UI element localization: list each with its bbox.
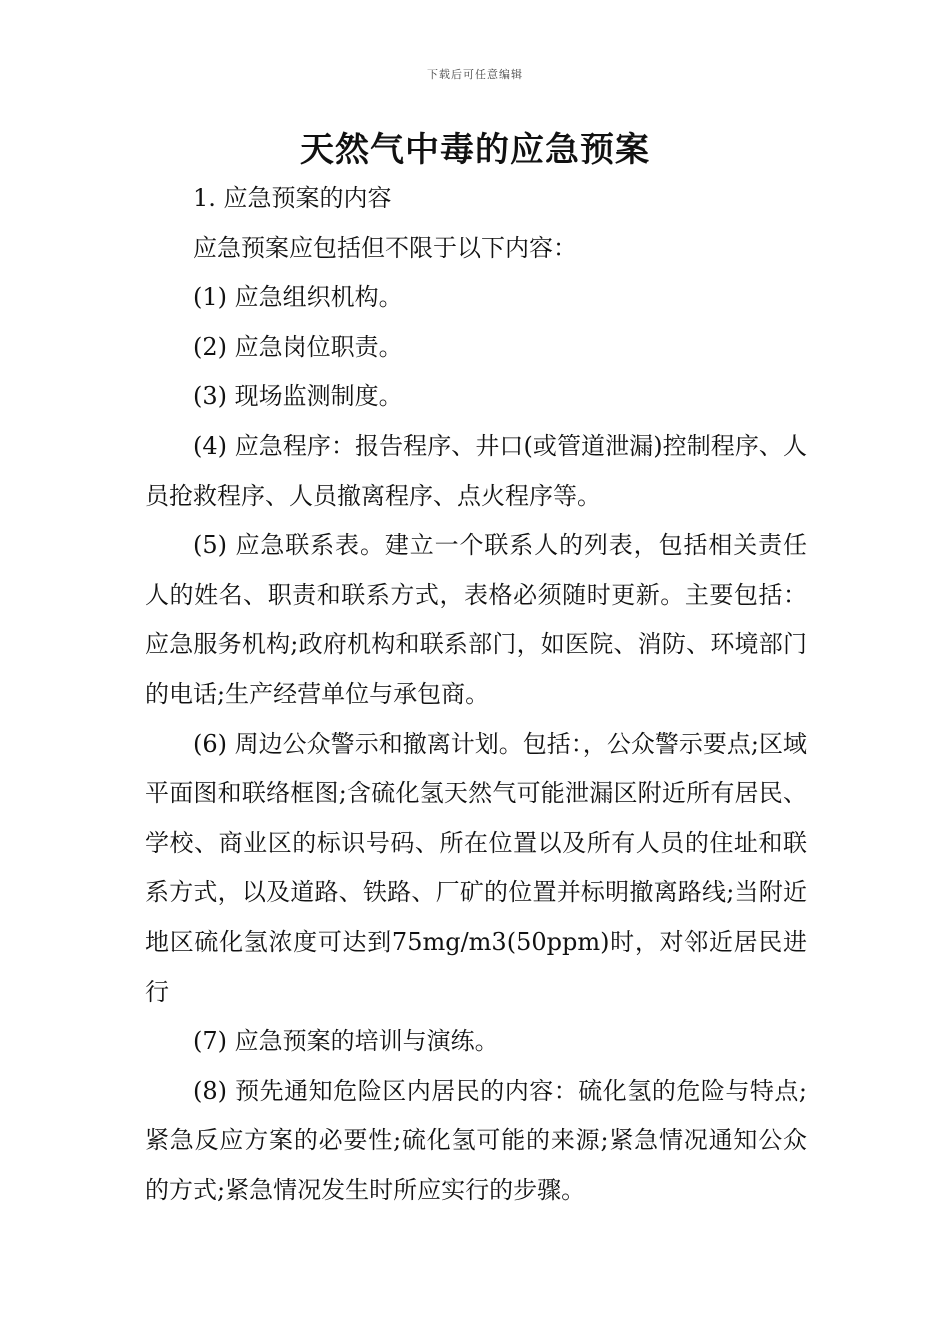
list-item-2: (2) 应急岗位职责。 xyxy=(193,332,403,361)
intro-paragraph: 应急预案应包括但不限于以下内容： xyxy=(193,233,577,262)
header-note: 下载后可任意编辑 xyxy=(427,68,523,81)
list-item-1: (1) 应急组织机构。 xyxy=(193,283,403,312)
list-item-5: (5) 应急联系表。建立一个联系人的列表，包括相关责任人的姓名、职责和联系方式，表格必须随时更新。主要包括：应急服务机构;政府机构和联系部门，如医院、消防、环境部门的电话;生产经营单位与承包商。 xyxy=(145,531,807,708)
document-title: 天然气中毒的应急预案 xyxy=(300,130,650,170)
list-item-4: (4) 应急程序：报告程序、井口(或管道泄漏)控制程序、人员抢救程序、人员撤离程序、点火程序等。 xyxy=(145,431,807,510)
list-item-3: (3) 现场监测制度。 xyxy=(193,382,403,411)
document-body xyxy=(145,174,807,1215)
list-item-7: (7) 应急预案的培训与演练。 xyxy=(193,1027,499,1056)
list-item-6: (6) 周边公众警示和撤离计划。包括：，公众警示要点;区域平面图和联络框图;含硫化氢天然气可能泄漏区附近所有居民、学校、商业区的标识号码、所在位置以及所有人员的住址和联系方式，以及道路、铁路、厂矿的位置并标明撤离路线;当附近地区硫化氢浓度可达到75mg/m3(50ppm)时，对邻近居民进行 xyxy=(145,729,807,1006)
list-item-8: (8) 预先通知危险区内居民的内容：硫化氢的危险与特点;紧急反应方案的必要性;硫化氢可能的来源;紧急情况通知公众的方式;紧急情况发生时所应实行的步骤。 xyxy=(145,1076,807,1204)
section-heading: 1. 应急预案的内容 xyxy=(193,184,392,212)
